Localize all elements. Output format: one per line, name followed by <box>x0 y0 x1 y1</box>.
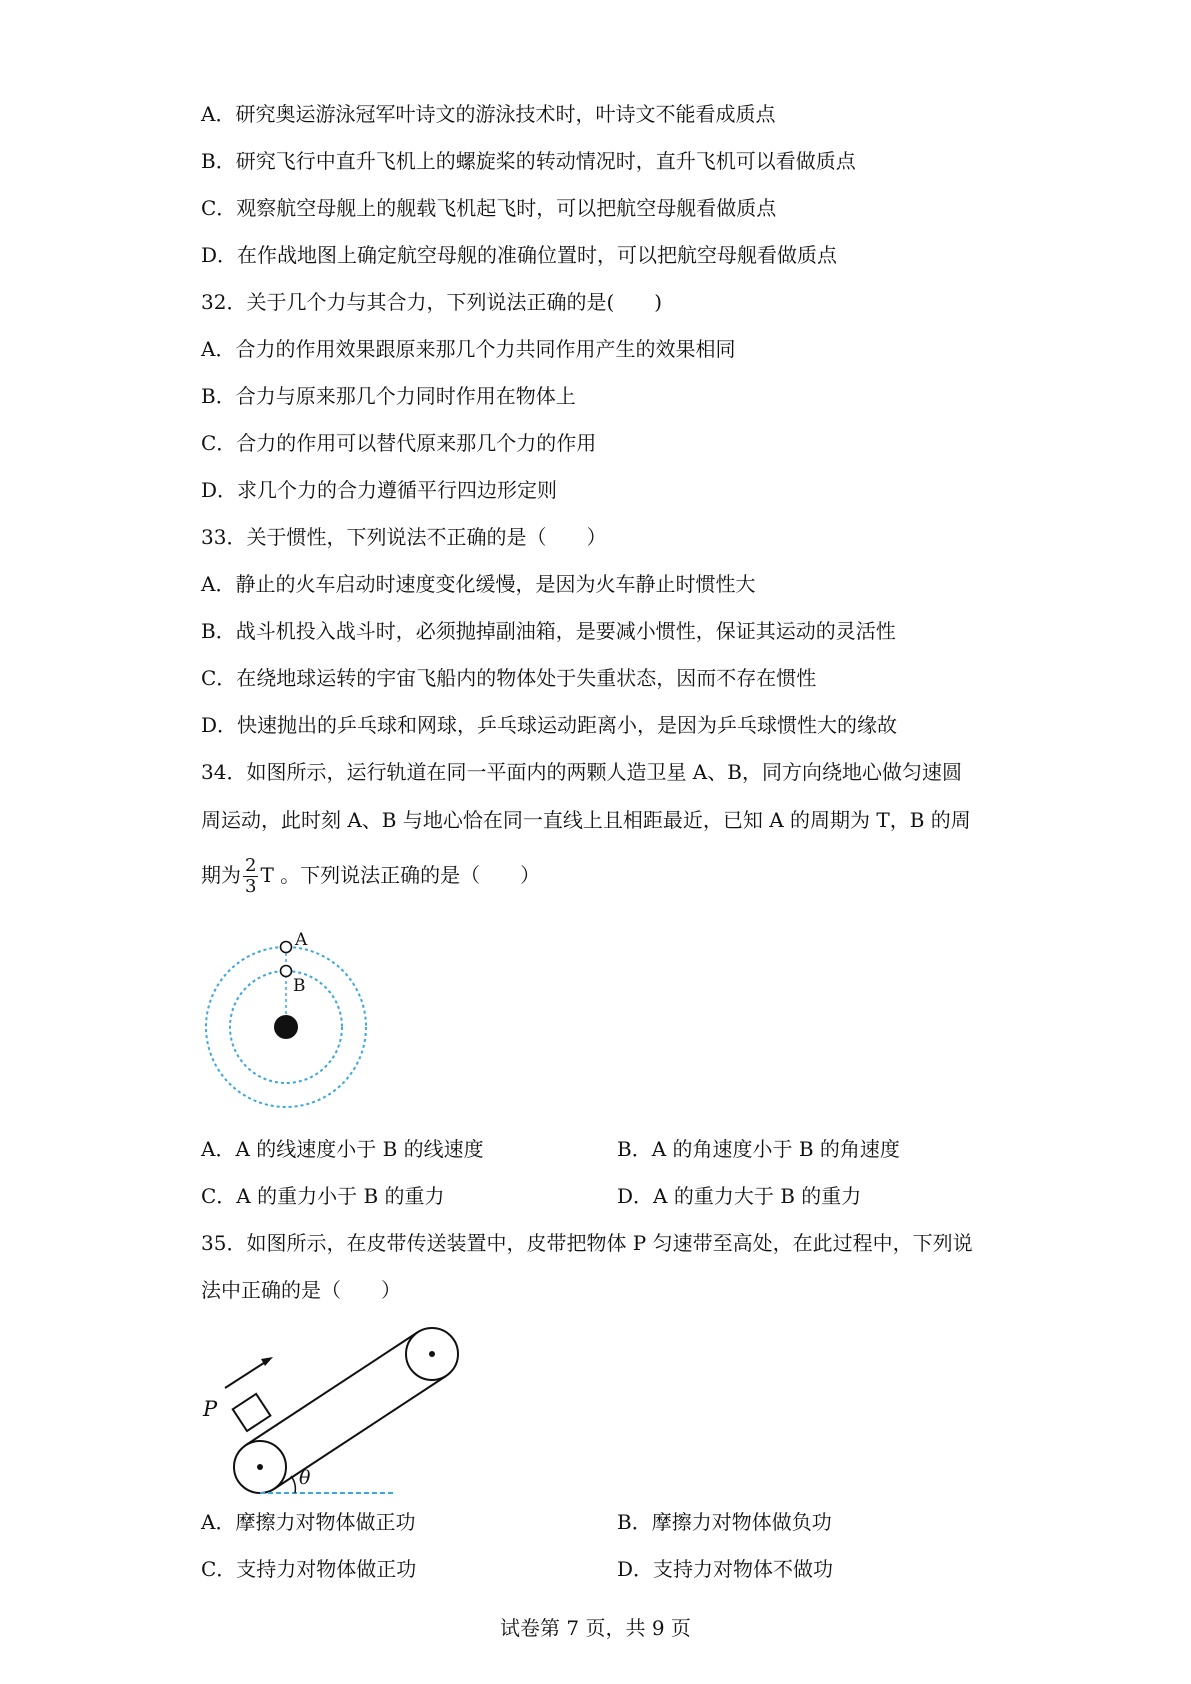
q34-option-d: D．A 的重力大于 B 的重力 <box>617 1184 862 1208</box>
label-b: B <box>293 976 306 996</box>
q31-option-d: D．在作战地图上确定航空母舰的准确位置时，可以把航空母舰看做质点 <box>201 243 838 267</box>
q35-option-d: D．支持力对物体不做功 <box>617 1557 834 1581</box>
label-theta: θ <box>299 1467 311 1489</box>
q32-option-d: D．求几个力的合力遵循平行四边形定则 <box>201 478 558 502</box>
q34-option-c: C．A 的重力小于 B 的重力 <box>201 1184 445 1208</box>
q33-option-d: D．快速抛出的乒乓球和网球，乒乓球运动距离小，是因为乒乓球惯性大的缘故 <box>201 713 898 737</box>
label-p: P <box>203 1397 218 1421</box>
q32-option-b: B．合力与原来那几个力同时作用在物体上 <box>201 384 576 408</box>
q34-option-b: B．A 的角速度小于 B 的角速度 <box>617 1137 900 1161</box>
q33-stem: 33．关于惯性，下列说法不正确的是（ ） <box>201 525 607 549</box>
q35-option-b: B．摩擦力对物体做负功 <box>617 1510 832 1534</box>
q35-option-c: C．支持力对物体做正功 <box>201 1557 417 1581</box>
q34-stem-line2: 周运动，此时刻 A、B 与地心恰在同一直线上且相距最近，已知 A 的周期为 T，B 的周 <box>201 808 971 832</box>
q33-option-c: C．在绕地球运转的宇宙飞船内的物体处于失重状态，因而不存在惯性 <box>201 666 817 690</box>
q34-stem-post: T 。下列说法正确的是（ ） <box>260 863 541 887</box>
earth <box>274 1015 298 1039</box>
page-footer: 试卷第 7 页，共 9 页 <box>500 1616 691 1640</box>
motion-arrow <box>225 1361 267 1388</box>
satellite-a <box>281 942 292 953</box>
lower-pulley-axle <box>257 1464 263 1470</box>
q32-option-a: A．合力的作用效果跟原来那几个力共同作用产生的效果相同 <box>201 337 736 361</box>
conveyor-belt-figure <box>195 1318 475 1508</box>
fraction-numerator: 2 <box>245 855 257 876</box>
object-p-block <box>233 1394 271 1431</box>
q32-stem: 32．关于几个力与其合力，下列说法正确的是( ) <box>201 290 663 314</box>
fraction-two-thirds <box>243 856 258 897</box>
q34-stem-line1: 34．如图所示，运行轨道在同一平面内的两颗人造卫星 A、B，同方向绕地心做匀速圆 <box>201 760 962 784</box>
q33-option-a: A．静止的火车启动时速度变化缓慢，是因为火车静止时惯性大 <box>201 572 756 596</box>
q31-option-b: B．研究飞行中直升飞机上的螺旋桨的转动情况时，直升飞机可以看做质点 <box>201 149 856 173</box>
q34-option-a: A．A 的线速度小于 B 的线速度 <box>201 1137 484 1161</box>
upper-pulley-axle <box>429 1351 435 1357</box>
q34-stem-pre: 期为 <box>201 863 241 887</box>
satellite-orbit-figure <box>195 915 395 1115</box>
q33-option-b: B．战斗机投入战斗时，必须抛掉副油箱，是要减小惯性，保证其运动的灵活性 <box>201 619 896 643</box>
q32-option-c: C．合力的作用可以替代原来那几个力的作用 <box>201 431 597 455</box>
fraction-denominator: 3 <box>245 876 257 897</box>
q34-stem-line3 <box>201 856 540 897</box>
q31-option-c: C．观察航空母舰上的舰载飞机起飞时，可以把航空母舰看做质点 <box>201 196 777 220</box>
q31-option-a: A．研究奥运游泳冠军叶诗文的游泳技术时，叶诗文不能看成质点 <box>201 102 776 126</box>
belt-upper <box>246 1332 418 1445</box>
label-a: A <box>295 930 308 950</box>
satellite-b <box>281 966 292 977</box>
q35-stem-line1: 35．如图所示，在皮带传送装置中，皮带把物体 P 匀速带至高处，在此过程中，下列说 <box>201 1231 973 1255</box>
q35-option-a: A．摩擦力对物体做正功 <box>201 1510 416 1534</box>
q35-stem-line2: 法中正确的是（ ） <box>201 1278 401 1302</box>
